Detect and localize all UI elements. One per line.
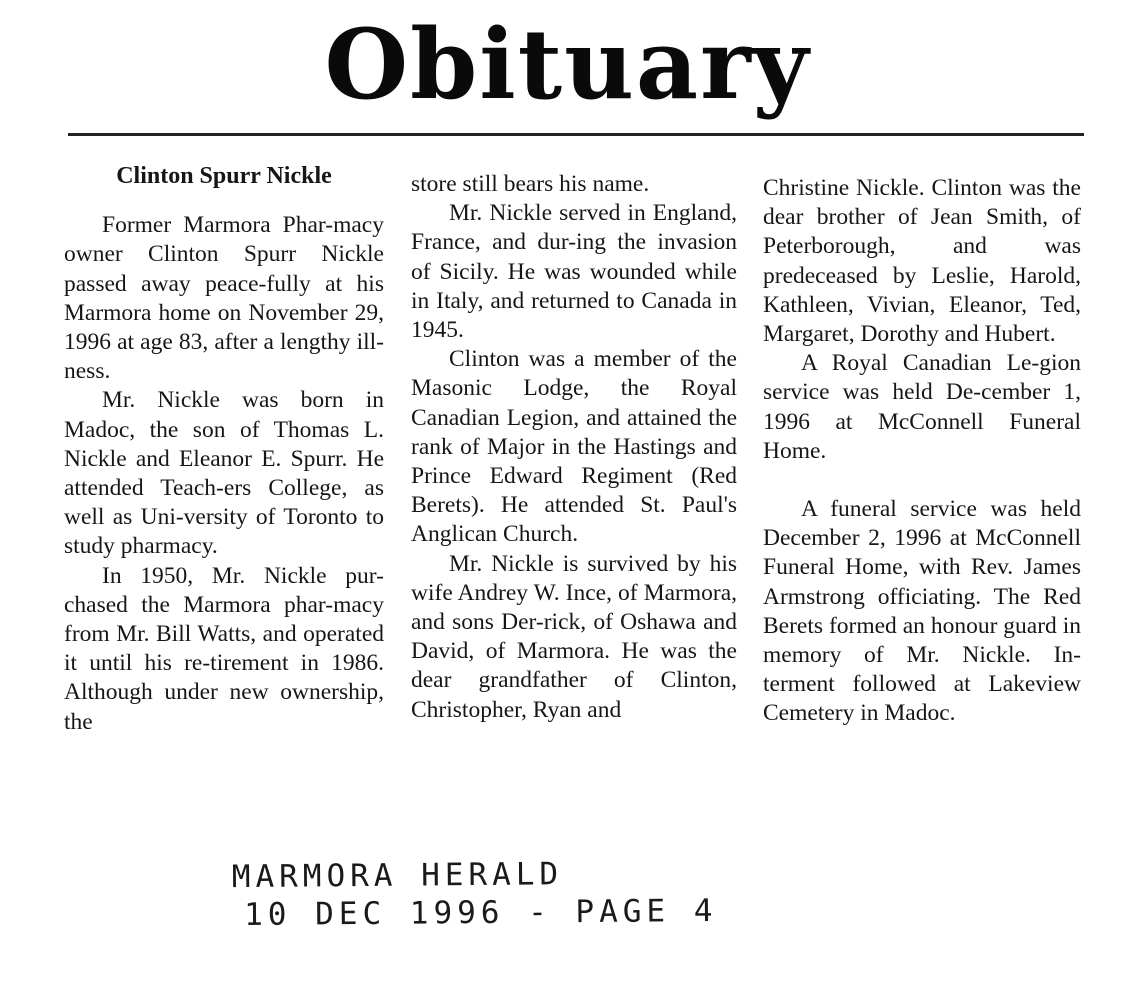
paragraph-store-continued: store still bears his name. [411,171,650,197]
column-3 [763,174,1081,729]
paragraph-funeral-service: A funeral service was held December 2, 1996 at McConnell Funeral Home, with Rev. James Armstrong officiating. The Red Berets formed an honour guard in memory of Mr. Nickle. In-terment followed at Lakeview Cemetery in Madoc. [763,496,1081,727]
paragraph-memberships: Clinton was a member of the Masonic Lodge, the Royal Canadian Legion, and attained the rank of Major in the Hastings and Prince Edward Regiment (Red Berets). He attended St. Paul's Anglican Church. [411,346,737,548]
handwritten-source-note [232,854,718,934]
obituary-masthead: Obituary [324,8,811,121]
handwritten-date-page: 10 DEC 1996 - PAGE 4 [244,892,718,934]
paragraph-military: Mr. Nickle served in England, France, and dur-ing the invasion of Sicily. He was wounded while in Italy, and returned to Canada in 1945. [411,200,737,344]
column-1 [64,162,384,737]
paragraph-family-continued: Christine Nickle. Clinton was the dear brother of Jean Smith, of Peterborough, and was predeceased by Leslie, Harold, Kathleen, Vivian, Eleanor, Ted, Margaret, Dorothy and Hubert. [763,175,1081,348]
deceased-name: Clinton Spurr Nickle [116,163,332,189]
handwritten-publication: MARMORA HERALD [231,856,564,896]
paragraph-birth: Mr. Nickle was born in Madoc, the son of Thomas L. Nickle and Eleanor E. Spurr. He attended Teach-ers College, as well as Uni-versity of Toronto to study pharmacy. [64,387,384,560]
paragraph-legion-service: A Royal Canadian Le-gion service was held De-cember 1, 1996 at McConnell Funeral Home. [763,350,1081,464]
paragraph-survived-by: Mr. Nickle is survived by his wife Andrey W. Ince, of Marmora, and sons Der-rick, of Oshawa and David, of Marmora. He was the dear grandfather of Clinton, Christopher, Ryan and [411,550,737,723]
paragraph-intro: Former Marmora Phar-macy owner Clinton Spurr Nickle passed away peace-fully at his Marmora home on November 29, 1996 at age 83, after a lengthy ill-ness. [64,212,384,385]
masthead-rule [68,133,1084,136]
column-2 [411,170,737,725]
paragraph-pharmacy: In 1950, Mr. Nickle pur-chased the Marmora phar-macy from Mr. Bill Watts, and operated it until his re-tirement in 1986. Although under new ownership, the [64,562,384,735]
